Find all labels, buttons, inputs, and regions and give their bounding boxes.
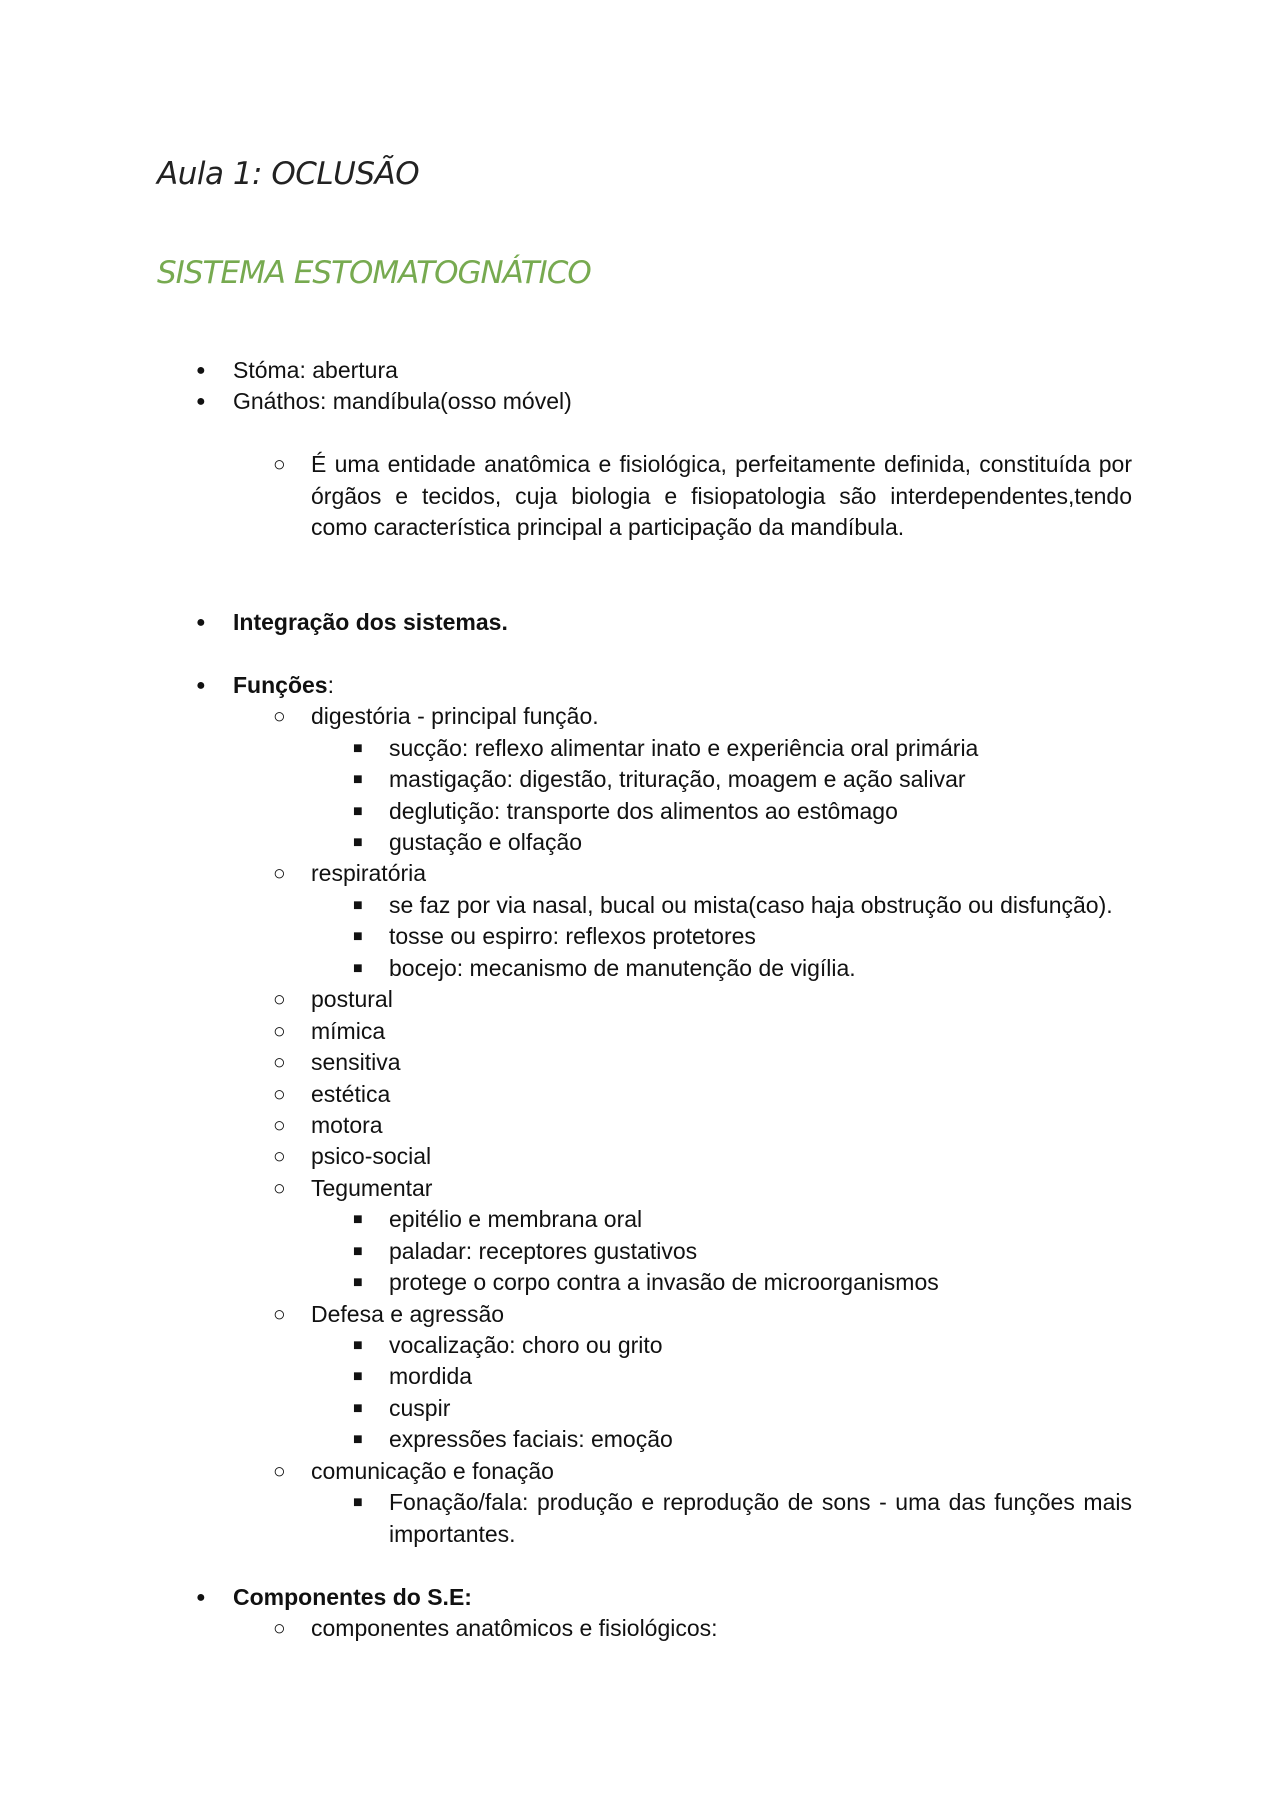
defesa-item: cuspir: [389, 1395, 451, 1421]
bullet-marker: ■: [353, 1494, 363, 1511]
bullet-marker: ■: [353, 1274, 363, 1291]
tegumentar-item: paladar: receptores gustativos: [389, 1238, 698, 1264]
bullet-marker: ■: [353, 1368, 363, 1385]
bullet-marker: ■: [353, 1431, 363, 1448]
funcao-item: psico-social: [311, 1143, 432, 1169]
intro-item-stoma: Stóma: abertura: [233, 357, 398, 383]
bullet-marker: ○: [273, 1303, 286, 1326]
defesa-item: expressões faciais: emoção: [389, 1426, 673, 1452]
section-heading: SISTEMA ESTOMATOGNÁTICO: [157, 255, 591, 291]
funcao-item: estética: [311, 1081, 391, 1107]
funcao-item: postural: [311, 986, 393, 1012]
tegumentar-item: epitélio e membrana oral: [389, 1206, 643, 1232]
bullet-marker: ●: [196, 362, 206, 379]
bullet-marker: ■: [353, 960, 363, 977]
bullet-marker: ■: [353, 740, 363, 757]
digestoria-item: mastigação: digestão, trituração, moagem e ação salivar: [389, 766, 966, 792]
bullet-marker: ■: [353, 1211, 363, 1228]
document-title: Aula 1: OCLUSÃO: [157, 156, 420, 192]
bullet-marker: ●: [196, 614, 206, 631]
digestoria-item: sucção: reflexo alimentar inato e experiência oral primária: [389, 735, 979, 761]
bullet-marker: ○: [273, 1177, 286, 1200]
bullet-marker: ○: [273, 1460, 286, 1483]
bullet-marker: ●: [196, 1589, 206, 1606]
respiratoria-item: tosse ou espirro: reflexos protetores: [389, 923, 756, 949]
digestoria-item: gustação e olfação: [389, 829, 583, 855]
respiratoria-item: se faz por via nasal, bucal ou mista(caso haja obstrução ou disfunção).: [389, 892, 1113, 918]
bullet-marker: ●: [196, 393, 206, 410]
funcao-item: motora: [311, 1112, 383, 1138]
integracao-item: Integração dos sistemas.: [233, 609, 508, 635]
funcao-comunicacao: comunicação e fonação: [311, 1458, 554, 1484]
bullet-marker: ○: [273, 1617, 286, 1640]
bullet-marker: ■: [353, 897, 363, 914]
digestoria-item: deglutição: transporte dos alimentos ao estômago: [389, 798, 898, 824]
funcoes-colon: :: [327, 672, 334, 698]
funcao-item: sensitiva: [311, 1049, 401, 1075]
funcao-respiratoria: respiratória: [311, 860, 427, 886]
funcao-tegumentar: Tegumentar: [311, 1175, 433, 1201]
bullet-marker: ○: [273, 1020, 286, 1043]
bullet-marker: ■: [353, 928, 363, 945]
bullet-marker: ○: [273, 862, 286, 885]
bullet-marker: ■: [353, 803, 363, 820]
bullet-marker: ■: [353, 1337, 363, 1354]
bullet-marker: ●: [196, 677, 206, 694]
funcoes-heading: [233, 670, 334, 701]
bullet-marker: ○: [273, 1051, 286, 1074]
bullet-marker: ■: [353, 1400, 363, 1417]
funcao-digestoria: digestória - principal função.: [311, 703, 599, 729]
componentes-subitem: componentes anatômicos e fisiológicos:: [311, 1615, 718, 1641]
bullet-marker: ■: [353, 1243, 363, 1260]
funcao-defesa: Defesa e agressão: [311, 1301, 505, 1327]
definition-paragraph: É uma entidade anatômica e fisiológica, perfeitamente definida, constituída por órgãos e tecidos, cuja biologia e fisiopatologia são interdependentes,tendo como característica principal a participação da mandíbula.: [311, 451, 1132, 540]
funcoes-label: Funções: [233, 672, 328, 698]
bullet-marker: ■: [353, 771, 363, 788]
bullet-marker: ○: [273, 1145, 286, 1168]
respiratoria-item: bocejo: mecanismo de manutenção de vigília.: [389, 955, 856, 981]
fonacao-paragraph: Fonação/fala: produção e reprodução de sons - uma das funções mais importantes.: [389, 1489, 1132, 1547]
componentes-heading: Componentes do S.E:: [233, 1584, 472, 1610]
bullet-marker: ○: [273, 1114, 286, 1137]
funcao-item: mímica: [311, 1018, 386, 1044]
bullet-marker: ○: [273, 705, 286, 728]
bullet-marker: ○: [273, 1083, 286, 1106]
bullet-marker: ■: [353, 834, 363, 851]
intro-item-gnathos: Gnáthos: mandíbula(osso móvel): [233, 388, 572, 414]
tegumentar-item: protege o corpo contra a invasão de microorganismos: [389, 1269, 939, 1295]
bullet-marker: ○: [273, 988, 286, 1011]
bullet-marker: ○: [273, 453, 286, 476]
defesa-item: vocalização: choro ou grito: [389, 1332, 663, 1358]
defesa-item: mordida: [389, 1363, 473, 1389]
